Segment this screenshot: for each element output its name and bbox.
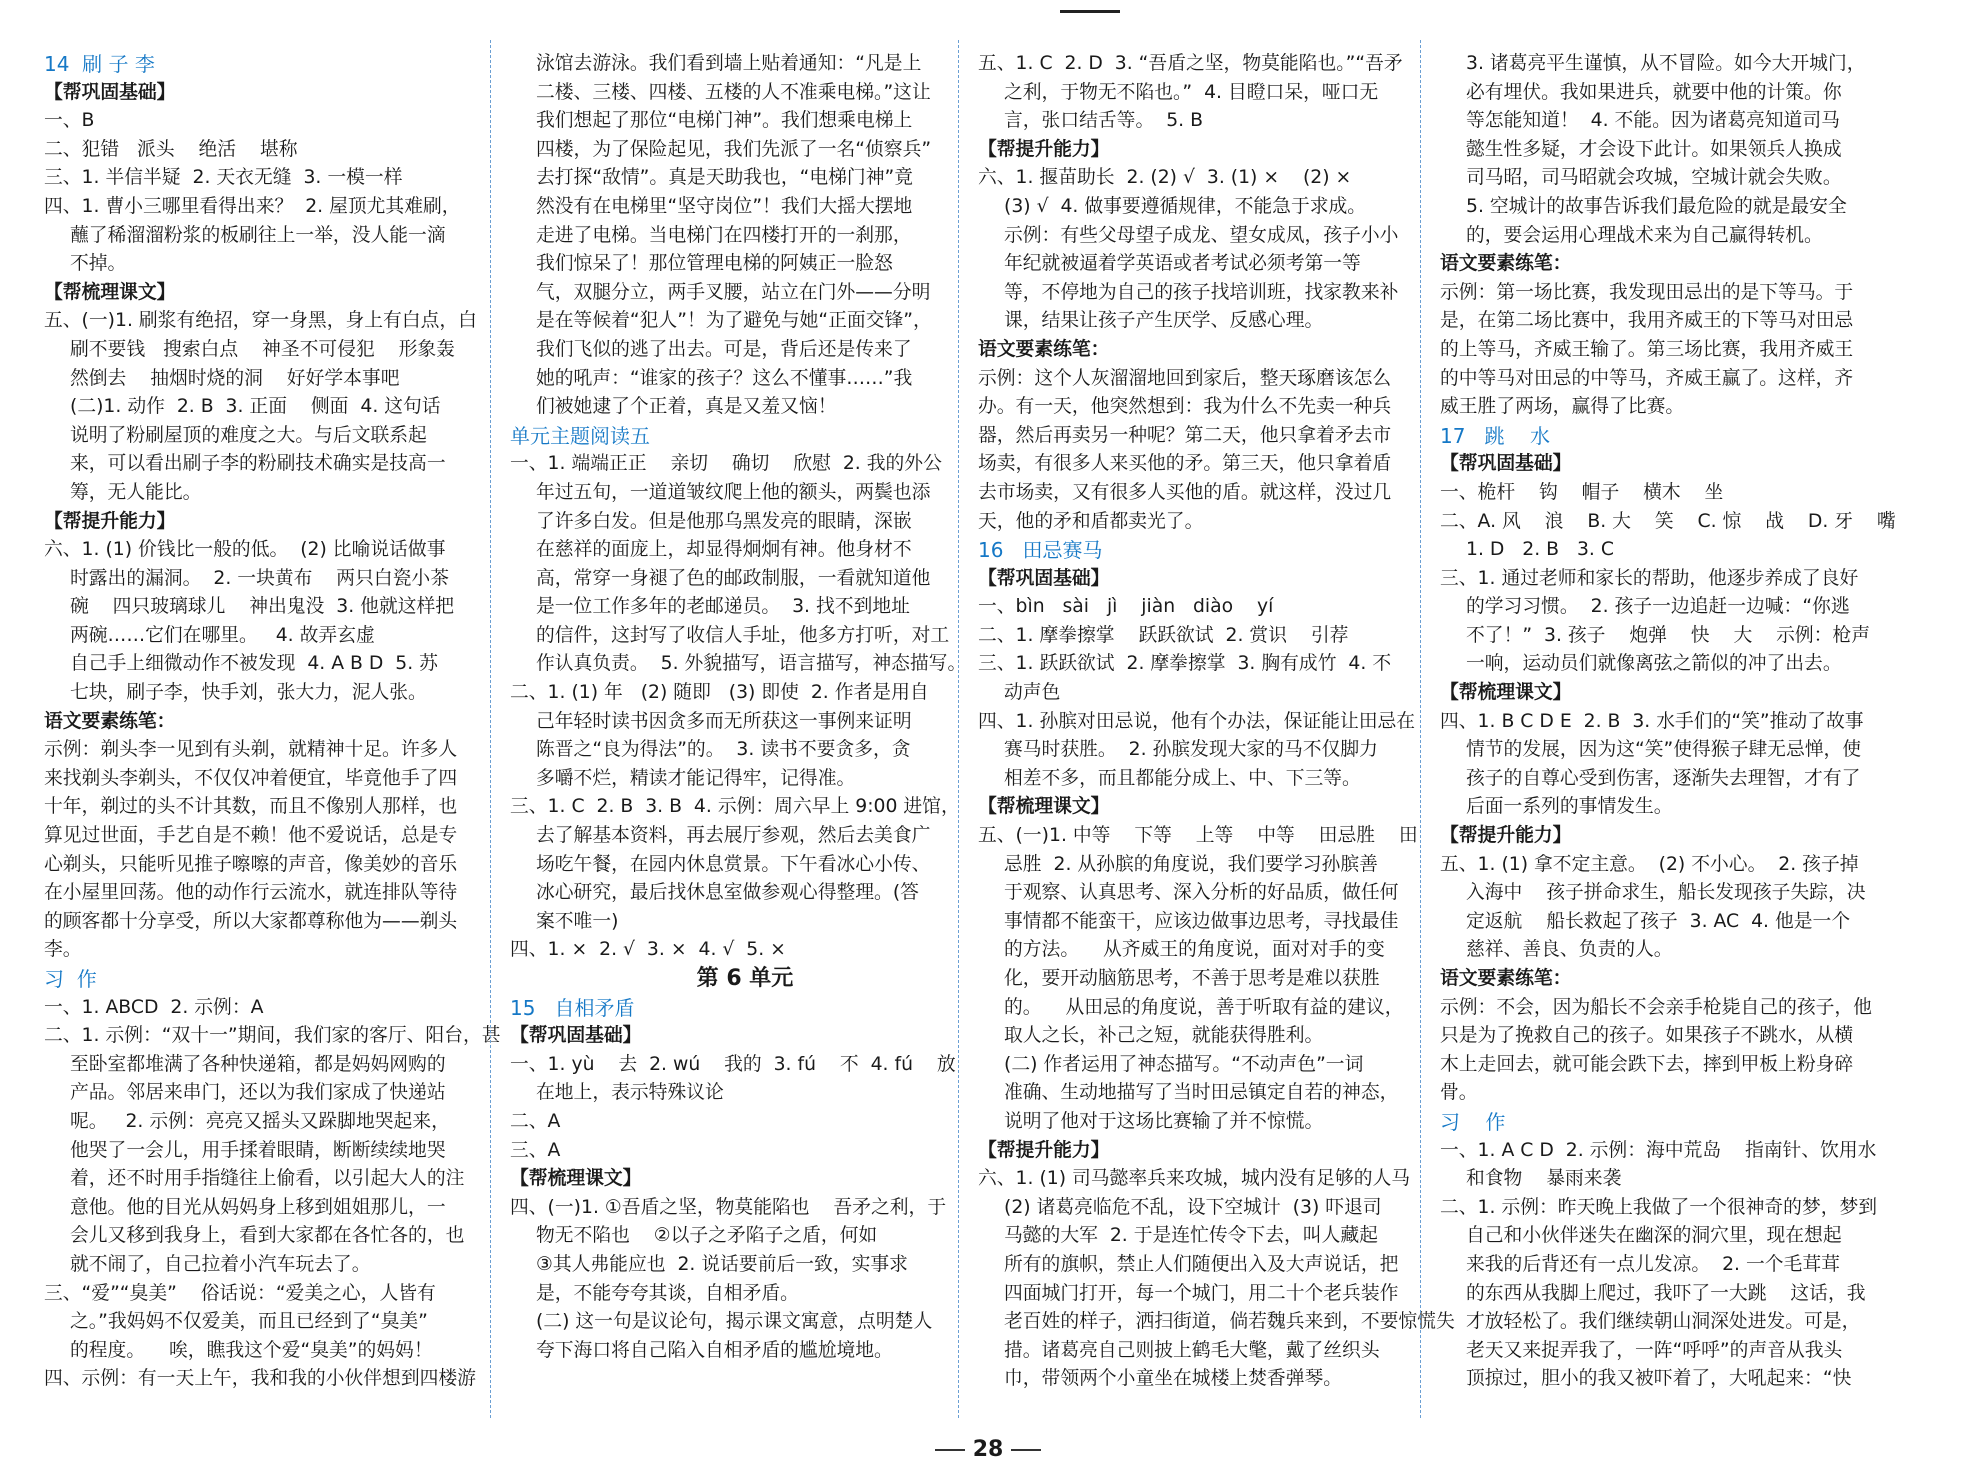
- section-heading: 【帮提升能力】: [978, 1139, 1110, 1161]
- section-heading: 【帮提升能力】: [44, 510, 176, 532]
- answer-line: 必有埋伏。我如果进兵，就要中他的计策。你: [1466, 81, 1842, 103]
- answer-line: 气，双腿分立，两手叉腰，站立在门外——分明: [536, 281, 931, 303]
- answer-column-4: [1440, 50, 1940, 1418]
- answer-line: 化，要开动脑筋思考，不善于思考是难以获胜: [1004, 968, 1380, 989]
- answer-line: 来，可以看出刷子李的粉刷技术确实是技高一: [70, 453, 446, 475]
- answer-line: 一、1. A C D 2. 示例：海中荒岛 指南针、饮用水: [1440, 1139, 1877, 1161]
- answer-line: 然没有在电梯里“坚守岗位”！我们大摇大摆地: [536, 195, 913, 217]
- answer-line: 四、示例：有一天上午，我和我的小伙伴想到四楼游: [44, 1368, 476, 1390]
- answer-line: 老百姓的样子，洒扫街道，倘若魏兵来到，不要惊慌失: [1004, 1311, 1455, 1333]
- answer-line: 泳馆去游泳。我们看到墙上贴着通知：“凡是上: [536, 53, 922, 74]
- answer-line: 三、1. 通过老师和家长的帮助，他逐步养成了良好: [1440, 567, 1859, 589]
- section-heading: 语文要素练笔：: [44, 710, 176, 732]
- answer-line: 五、1. (1) 拿不定主意。 (2) 不小心。 2. 孩子掉: [1440, 853, 1859, 875]
- answer-line: 陈晋之“良为得法”的。 3. 读书不要贪多，贪: [536, 739, 911, 761]
- answer-line: 懿生性多疑，才会设下此计。如果领兵人换成: [1466, 138, 1842, 160]
- answer-line: 意他。他的目光从妈妈身上移到姐姐那儿，一: [70, 1196, 446, 1218]
- answer-line: 的东西从我脚上爬过，我吓了一大跳 这话，我: [1466, 1282, 1866, 1304]
- answer-line: 着，还不时用手指缝往上偷看，以引起大人的注: [70, 1168, 465, 1190]
- page-number: 28: [0, 1437, 1976, 1462]
- answer-line: 的上等马，齐威王输了。第三场比赛，我用齐威王: [1440, 338, 1854, 360]
- section-heading: 语文要素练笔：: [1440, 253, 1572, 275]
- answer-line: 措。诸葛亮自己则披上鹤毛大氅，戴了丝织头: [1004, 1339, 1380, 1361]
- section-title: 习 作: [44, 967, 97, 991]
- answer-line: 二、1. 示例：昨天晚上我做了一个很神奇的梦，梦到: [1440, 1196, 1878, 1218]
- answer-line: 巾，带领两个小童坐在城楼上焚香弹琴。: [1004, 1368, 1343, 1390]
- answer-line: 三、1. 半信半疑 2. 天衣无缝 3. 一模一样: [44, 167, 403, 189]
- answer-line: 场卖，有很多人来买他的矛。第三天，他只拿着盾: [978, 453, 1392, 475]
- answer-line: 六、1. (1) 价钱比一般的低。 (2) 比喻说话做事: [44, 539, 446, 561]
- answer-line: 六、1. (1) 司马懿率兵来攻城，城内没有足够的人马: [978, 1168, 1411, 1190]
- answer-line: 去了解基本资料，再去展厅参观，然后去美食广: [536, 825, 931, 847]
- answer-line: 自己手上细微动作不被发现 4. A B D 5. 苏: [70, 653, 438, 675]
- answer-line: 三、1. C 2. B 3. B 4. 示例：周六早上 9:00 进馆，: [510, 796, 960, 818]
- answer-line: 会儿又移到我身上，看到大家都在各忙各的，也: [70, 1225, 465, 1247]
- section-title: 习 作: [1440, 1109, 1506, 1134]
- section-heading: 【帮巩固基础】: [1440, 453, 1572, 475]
- answer-line: 顶掠过，胆小的我又被吓着了，大吼起来：“快: [1466, 1368, 1852, 1390]
- answer-line: 她的吼声：“谁家的孩子？这么不懂事……”我: [536, 367, 913, 389]
- answer-line: 二、1. 示例：“双十一”期间，我们家的客厅、阳台，甚: [44, 1025, 501, 1047]
- answer-line: 孩子的自尊心受到伤害，逐渐失去理智，才有了: [1466, 767, 1861, 789]
- answer-line: 三、A: [510, 1139, 561, 1161]
- answer-line: 李。: [44, 939, 82, 961]
- answer-line: 的方法。 从齐威王的角度说，面对对手的变: [1004, 939, 1385, 961]
- answer-line: 老天又来捉弄我了，一阵“呼呼”的声音从我头: [1466, 1339, 1843, 1361]
- answer-line: 5. 空城计的故事告诉我们最危险的就是最安全: [1466, 195, 1847, 217]
- answer-line: 说明了他对于这场比赛输了并不惊慌。: [1004, 1110, 1324, 1132]
- answer-line: ③其人弗能应也 2. 说话要前后一致，实事求: [536, 1253, 908, 1275]
- answer-line: 们被她逮了个正着，真是又羞又恼！: [536, 396, 837, 418]
- answer-line: 等，不停地为自己的孩子找培训班，找家教来补: [1004, 281, 1399, 303]
- answer-line: 四、1. × 2. √ 3. × 4. √ 5. ×: [510, 939, 786, 961]
- section-heading: 【帮梳理课文】: [510, 1168, 642, 1190]
- column-divider: [958, 40, 959, 1418]
- answer-line: 1. D 2. B 3. C: [1466, 539, 1614, 561]
- answer-line: 是，在第二场比赛中，我用齐威王的下等马对田忌: [1440, 310, 1854, 332]
- answer-line: 四、1. 曹小三哪里看得出来？ 2. 屋顶尤其难刷，: [44, 195, 461, 217]
- answer-line: 十年，剃过的头不计其数，而且不像别人那样，也: [44, 796, 458, 818]
- answer-line: 取人之长，补己之短，就能获得胜利。: [1004, 1025, 1324, 1047]
- answer-line: 我们飞似的逃了出去。可是，背后还是传来了: [536, 338, 912, 360]
- section-heading: 语文要素练笔：: [978, 338, 1110, 360]
- section-heading: 【帮提升能力】: [978, 138, 1110, 160]
- answer-line: 了许多白发。但是他那乌黑发亮的眼睛，深嵌: [536, 510, 912, 532]
- answer-line: 才放轻松了。我们继续朝山洞深处进发。可是，: [1466, 1311, 1861, 1333]
- answer-line: 二、1. 摩拳擦掌 跃跃欲试 2. 赏识 引荐: [978, 624, 1349, 646]
- answer-line: 示例：不会，因为船长不会亲手枪毙自己的孩子，他: [1440, 996, 1872, 1018]
- answer-line: 一、1. ABCD 2. 示例：A: [44, 996, 264, 1018]
- answer-line: 之利，于物无不陷也。” 4. 目瞪口呆，哑口无: [1004, 81, 1379, 103]
- section-title: 16 田忌赛马: [978, 538, 1103, 563]
- answer-line: 所有的旗帜，禁止人们随便出入及大声说话，把: [1004, 1253, 1399, 1275]
- answer-line: 说明了粉刷屋顶的难度之大。与后文联系起: [70, 424, 427, 446]
- answer-line: 四楼，为了保险起见，我们先派了一名“侦察兵”: [536, 138, 932, 160]
- answer-line: 筹，无人能比。: [70, 481, 202, 503]
- answer-line: 慈祥、善良、负责的人。: [1466, 939, 1673, 961]
- answer-line: 示例：剃头李一见到有头剃，就精神十足。许多人: [44, 739, 458, 761]
- answer-line: 定返航 船长救起了孩子 3. AC 4. 他是一个: [1466, 910, 1851, 932]
- answer-line: 只是为了挽救自己的孩子。如果孩子不跳水，从横: [1440, 1025, 1854, 1047]
- answer-line: 五、(一)1. 中等 下等 上等 中等 田忌胜 田: [978, 825, 1418, 847]
- answer-line: (二) 这一句是议论句，揭示课文寓意，点明楚人: [536, 1311, 933, 1333]
- answer-line: 的顾客都十分享受，所以大家都尊称他为——剃头: [44, 910, 458, 932]
- answer-line: 赛马时获胜。 2. 孙膑发现大家的马不仅脚力: [1004, 739, 1378, 761]
- section-heading: 【帮巩固基础】: [510, 1025, 642, 1047]
- answer-line: 骨。: [1440, 1082, 1478, 1104]
- answer-line: 年过五旬，一道道皱纹爬上他的额头，两鬓也添: [536, 481, 931, 503]
- answer-line: 一、1. 端端正正 亲切 确切 欣慰 2. 我的外公: [510, 453, 942, 475]
- answer-line: 3. 诸葛亮平生谨慎，从不冒险。如今大开城门，: [1466, 53, 1866, 74]
- section-heading: 语文要素练笔：: [1440, 968, 1572, 989]
- answer-line: 时露出的漏洞。 2. 一块黄布 两只白瓷小茶: [70, 567, 449, 589]
- section-heading: 【帮巩固基础】: [44, 81, 176, 103]
- answer-line: 五、(一)1. 刷浆有绝招，穿一身黑，身上有白点，白: [44, 310, 477, 332]
- answer-line: 情节的发展，因为这“笑”使得猴子肆无忌惮，使: [1466, 739, 1862, 761]
- answer-line: 示例：有些父母望子成龙、望女成凤，孩子小小: [1004, 224, 1399, 246]
- answer-line: 不了！” 3. 孩子 炮弹 快 大 示例：枪声: [1466, 624, 1871, 646]
- answer-line: 两碗……它们在哪里。 4. 故弄玄虚: [70, 624, 375, 646]
- answer-column-1: [44, 50, 501, 1418]
- section-heading: 【帮提升能力】: [1440, 825, 1572, 847]
- answer-line: 在慈祥的面庞上，却显得炯炯有神。他身材不: [536, 539, 912, 561]
- answer-line: 四、(一)1. ①吾盾之坚，物莫能陷也 吾矛之利，于: [510, 1196, 947, 1218]
- answer-line: 二、A. 风 浪 B. 大 笑 C. 惊 战 D. 牙 嘴: [1440, 510, 1896, 532]
- answer-line: 一、桅杆 钩 帽子 横木 坐: [1440, 481, 1724, 503]
- answer-line: 和食物 暴雨来袭: [1466, 1168, 1622, 1190]
- answer-line: 二、1. (1) 年 (2) 随即 (3) 即使 2. 作者是用自: [510, 682, 929, 704]
- answer-line: 的学习习惯。 2. 孩子一边追赶一边喊：“你逃: [1466, 596, 1850, 618]
- answer-line: 去市场卖，又有很多人买他的盾。就这样，没过几: [978, 481, 1392, 503]
- answer-line: 不掉。: [70, 253, 127, 275]
- answer-line: 自己和小伙伴迷失在幽深的洞穴里，现在想起: [1466, 1225, 1842, 1247]
- answer-line: 之。”我妈妈不仅爱美，而且已经到了“臭美”: [70, 1311, 428, 1333]
- answer-line: 言，张口结舌等。 5. B: [1004, 110, 1203, 132]
- section-title: 第 6 单元: [696, 966, 794, 991]
- column-divider: [490, 40, 491, 1418]
- answer-line: 呢。 2. 示例：亮亮又摇头又跺脚地哭起来，: [70, 1110, 450, 1132]
- answer-line: 一、B: [44, 110, 95, 132]
- answer-line: 木上走回去，就可能会跌下去，摔到甲板上粉身碎: [1440, 1053, 1854, 1075]
- answer-line: 我们惊呆了！那位管理电梯的阿姨正一脸怒: [536, 253, 893, 275]
- answer-line: 办。有一天，他突然想到：我为什么不先卖一种兵: [978, 396, 1392, 418]
- answer-line: 己年轻时读书因贪多而无所获这一事例来证明: [536, 710, 912, 732]
- section-title: 17 跳 水: [1440, 423, 1550, 448]
- answer-line: 蘸了稀溜溜粉浆的板刷往上一举，没人能一滴: [70, 224, 446, 246]
- answer-line: 物无不陷也 ②以子之矛陷子之盾，何如: [536, 1225, 878, 1247]
- answer-line: 威王胜了两场，赢得了比赛。: [1440, 396, 1685, 418]
- answer-line: 于观察、认真思考、深入分析的好品质，做任何: [1004, 882, 1399, 904]
- answer-line: 是一位工作多年的老邮递员。 3. 找不到地址: [536, 596, 910, 618]
- answer-line: 六、1. 揠苗助长 2. (2) √ 3. (1) × (2) ×: [978, 167, 1352, 189]
- answer-line: 动声色: [1004, 682, 1061, 704]
- answer-line: 的信件，这封写了收信人手址，他多方打听，对工: [536, 624, 950, 646]
- answer-line: 算见过世面，手艺自是不赖！他不爱说话，总是专: [44, 825, 458, 847]
- answer-line: 课，结果让孩子产生厌学、反感心理。: [1004, 310, 1324, 332]
- answer-line: 天，他的矛和盾都卖光了。: [978, 510, 1204, 532]
- answer-line: 三、1. 跃跃欲试 2. 摩拳擦掌 3. 胸有成竹 4. 不: [978, 653, 1392, 675]
- answer-line: 二、A: [510, 1110, 561, 1132]
- answer-line: 的，要会运用心理战术来为自己赢得转机。: [1466, 224, 1823, 246]
- answer-line: 入海中 孩子拼命求生，船长发现孩子失踪，决: [1466, 882, 1866, 904]
- answer-line: 碗 四只玻璃球儿 神出鬼没 3. 他就这样把: [70, 596, 455, 618]
- answer-column-3: [978, 50, 1455, 1418]
- answer-line: 四、1. B C D E 2. B 3. 水手们的“笑”推动了故事: [1440, 710, 1864, 732]
- answer-line: 司马昭，司马昭就会攻城，空城计就会失败。: [1466, 167, 1842, 189]
- section-title: 单元主题阅读五: [510, 423, 650, 448]
- answer-line: 心剃头，只能听见推子嚓嚓的声音，像美妙的音乐: [44, 853, 458, 875]
- answer-line: 然倒去 抽烟时烧的洞 好好学本事吧: [70, 367, 400, 389]
- section-heading: 【帮巩固基础】: [978, 567, 1110, 589]
- answer-line: 忌胜 2. 从孙膑的角度说，我们要学习孙膑善: [1004, 853, 1378, 875]
- answer-line: (二)1. 动作 2. B 3. 正面 侧面 4. 这句话: [70, 396, 441, 418]
- answer-line: 场吃午餐，在园内休息赏景。下午看冰心小传、: [536, 853, 931, 875]
- answer-line: 器，然后再卖另一种呢？第二天，他只拿着矛去市: [978, 424, 1392, 446]
- answer-line: 后面一系列的事情发生。: [1466, 796, 1673, 818]
- answer-line: 示例：第一场比赛，我发现田忌出的是下等马。于: [1440, 281, 1854, 303]
- answer-line: 一响，运动员们就像离弦之箭似的冲了出去。: [1466, 653, 1842, 675]
- answer-line: 高，常穿一身褪了色的邮政制服，一看就知道他: [536, 567, 931, 589]
- answer-line: 走进了电梯。当电梯门在四楼打开的一刹那，: [536, 224, 912, 246]
- answer-line: 四面城门打开，每一个城门，用二十个老兵装作: [1004, 1282, 1399, 1304]
- answer-line: 三、“爱”“臭美” 俗话说：“爱美之心，人皆有: [44, 1282, 436, 1304]
- section-title: 15 自相矛盾: [510, 995, 635, 1020]
- answer-line: 刷不要钱 搜索白点 神圣不可侵犯 形象轰: [70, 338, 455, 360]
- answer-line: 的中等马对田忌的中等马，齐威王赢了。这样，齐: [1440, 367, 1854, 389]
- answer-line: 是在等候着“犯人”！为了避免与她“正面交锋”，: [536, 310, 932, 332]
- answer-line: 案不唯一): [536, 910, 619, 932]
- answer-line: 事情都不能蛮干，应该边做事边思考，寻找最佳: [1004, 910, 1399, 932]
- answer-line: 一、1. yù 去 2. wú 我的 3. fú 不 4. fú 放: [510, 1053, 956, 1075]
- answer-line: 等怎能知道！ 4. 不能。因为诸葛亮知道司马: [1466, 110, 1840, 132]
- answer-line: 一、bìn sài jì jiàn diào yí: [978, 596, 1274, 618]
- answer-line: 五、1. C 2. D 3. “吾盾之坚，物莫能陷也。”“吾矛: [978, 53, 1403, 74]
- section-title: 14 刷 子 李: [44, 52, 155, 76]
- answer-line: 夸下海口将自己陷入自相矛盾的尴尬境地。: [536, 1339, 893, 1361]
- answer-column-2: [510, 50, 967, 1418]
- answer-line: 他哭了一会儿，用手揉着眼睛，断断续续地哭: [70, 1139, 446, 1161]
- column-divider: [1420, 40, 1421, 1418]
- answer-line: 至卧室都堆满了各种快递箱，都是妈妈网购的: [70, 1053, 446, 1075]
- answer-line: 示例：这个人灰溜溜地回到家后，整天琢磨该怎么: [978, 367, 1392, 389]
- answer-line: 的程度。 唉，瞧我这个爱“臭美”的妈妈！: [70, 1339, 433, 1361]
- answer-line: (二) 作者运用了神态描写。“不动声色”一词: [1004, 1053, 1364, 1075]
- answer-line: 去打探“敌情”。真是天助我也，“电梯门神”竟: [536, 167, 913, 189]
- answer-line: 准确、生动地描写了当时田忌镇定自若的神态，: [1004, 1082, 1399, 1104]
- answer-line: 是，不能夸夸其谈，自相矛盾。: [536, 1282, 799, 1304]
- answer-line: 在小屋里回荡。他的动作行云流水，就连排队等待: [44, 882, 458, 904]
- answer-line: 产品。邻居来串门，还以为我们家成了快递站: [70, 1082, 446, 1104]
- answer-line: 我们想起了那位“电梯门神”。我们想乘电梯上: [536, 110, 913, 132]
- answer-line: (3) √ 4. 做事要遵循规律，不能急于求成。: [1004, 195, 1367, 217]
- answer-line: 的。 从田忌的角度说，善于听取有益的建议，: [1004, 996, 1404, 1018]
- answer-line: 二楼、三楼、四楼、五楼的人不准乘电梯。”这让: [536, 81, 931, 103]
- answer-line: 年纪就被逼着学英语或者考试必须考第一等: [1004, 253, 1361, 275]
- answer-line: 在地上，表示特殊议论: [536, 1082, 724, 1104]
- answer-line: (2) 诸葛亮临危不乱，设下空城计 (3) 吓退司: [1004, 1196, 1382, 1218]
- top-decoration: [1060, 0, 1120, 13]
- section-heading: 【帮梳理课文】: [1440, 682, 1572, 704]
- answer-line: 四、1. 孙膑对田忌说，他有个办法，保证能让田忌在: [978, 710, 1416, 732]
- answer-line: 二、犯错 派头 绝活 堪称: [44, 138, 298, 160]
- answer-line: 相差不多，而且都能分成上、中、下三等。: [1004, 767, 1361, 789]
- section-heading: 【帮梳理课文】: [44, 281, 176, 303]
- answer-line: 马懿的大军 2. 于是连忙传令下去，叫人藏起: [1004, 1225, 1378, 1247]
- answer-line: 就不闹了，自己拉着小汽车玩去了。: [70, 1253, 371, 1275]
- answer-line: 冰心研究，最后找休息室做参观心得整理。(答: [536, 882, 919, 904]
- answer-line: 来我的后背还有一点儿发凉。 2. 一个毛茸茸: [1466, 1253, 1840, 1275]
- answer-line: 来找剃头李剃头，不仅仅冲着便宜，毕竟他手了四: [44, 767, 458, 789]
- answer-line: 多嚼不烂，精读才能记得牢，记得准。: [536, 767, 856, 789]
- section-heading: 【帮梳理课文】: [978, 796, 1110, 818]
- answer-line: 七块，刷子李，快手刘，张大力，泥人张。: [70, 682, 427, 704]
- answer-line: 作认真负责。 5. 外貌描写，语言描写，神态描写。: [536, 653, 967, 675]
